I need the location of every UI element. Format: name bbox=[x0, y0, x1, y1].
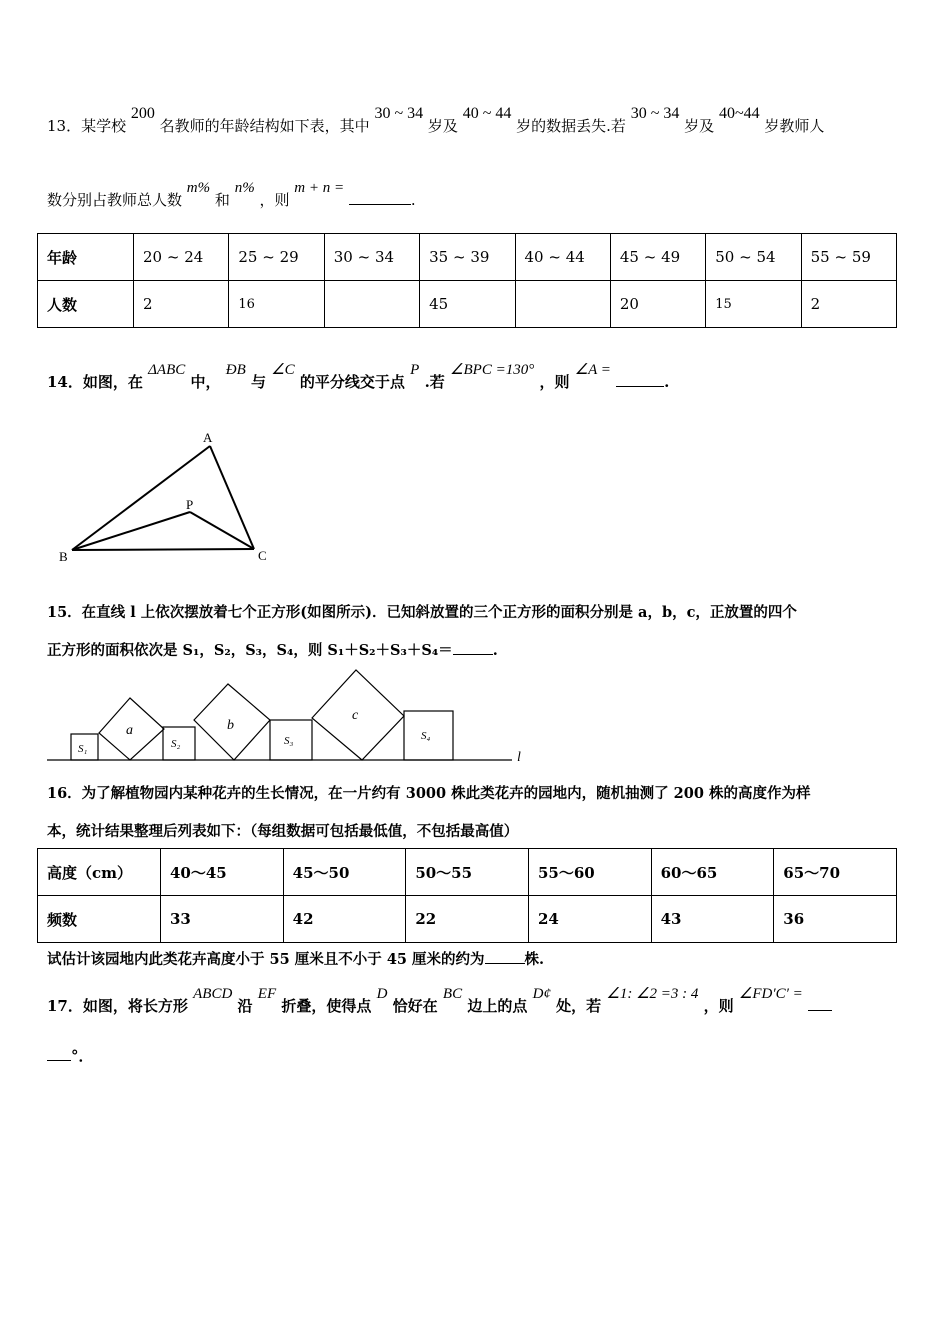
label-p: P bbox=[186, 497, 194, 512]
svg-text:S₃: S₃ bbox=[284, 735, 294, 747]
q16-line2: 本，统计结果整理后列表如下：（每组数据可包括最低值，不包括最高值） bbox=[47, 823, 519, 840]
row-label-count: 人数 bbox=[38, 281, 134, 328]
q17-line2: °． bbox=[47, 1045, 94, 1066]
label-b: B bbox=[59, 549, 68, 564]
svg-text:S₁: S₁ bbox=[78, 743, 88, 755]
q13-line2: 数分别占教师总人数 m% 和 n% ，则 m + n = . bbox=[47, 180, 416, 209]
q16-line3: 试估计该园地内此类花卉高度小于 55 厘米且不小于 45 厘米的约为 株. bbox=[47, 951, 545, 968]
q17-answer-blank-part1 bbox=[808, 996, 832, 1011]
svg-text:b: b bbox=[227, 718, 234, 733]
table-row: 年龄 20 ~ 24 25 ~ 29 30 ~ 34 35 ~ 39 40 ~ 44 45 ~ 49 50 ~ 54 55 ~ 59 bbox=[38, 234, 897, 281]
q17-line1: 17．如图，将长方形 ABCD 沿 EF 折叠，使得点 D 恰好在 BC 边上的点 D¢ 处，若 ∠1: ∠2 =3 : 4 ，则 ∠FD′C′ = bbox=[47, 995, 832, 1016]
table-row: 人数 2 16 45 20 15 2 bbox=[38, 281, 897, 328]
bisector-cp bbox=[190, 512, 254, 549]
q14-line: 14．如图，在 ΔABC 中， ÐB 与 ∠C 的平分线交于点 P .若 ∠BPC =130° ，则 ∠A = . bbox=[47, 362, 670, 391]
q15-line2: 正方形的面积依次是 S₁，S₂，S₃，S₄，则 S₁＋S₂＋S₃＋S₄＝ . bbox=[47, 642, 498, 659]
row-label-age: 年龄 bbox=[38, 234, 134, 281]
svg-text:l: l bbox=[517, 750, 521, 765]
label-c: C bbox=[258, 548, 267, 563]
label-a: A bbox=[203, 430, 213, 445]
q13-line1: 13．某学校 200 名教师的年龄结构如下表，其中 30 ~ 34 岁及 40 ~ 44 岁的数据丢失.若 30 ~ 34 岁及 40~44 岁教师人 bbox=[47, 105, 825, 135]
q13-total: 200 bbox=[130, 105, 155, 122]
side-bc bbox=[72, 549, 254, 550]
row-label-height: 高度（cm） bbox=[38, 849, 161, 896]
q17-answer-blank-part2 bbox=[47, 1046, 71, 1061]
svg-text:S₂: S₂ bbox=[171, 738, 181, 750]
q13-number: 13． bbox=[47, 117, 82, 135]
table-row: 频数 33 42 22 24 43 36 bbox=[38, 896, 897, 943]
table-row: 高度（cm） 40～45 45～50 50～55 55～60 60～65 65～70 bbox=[38, 849, 897, 896]
q16-frequency-table bbox=[37, 848, 897, 943]
q15-squares-figure bbox=[47, 670, 512, 760]
q15-line1: 15．在直线 l 上依次摆放着七个正方形(如图所示)．已知斜放置的三个正方形的面积分别是 a，b，c，正放置的四个 bbox=[47, 604, 797, 621]
svg-text:S₄: S₄ bbox=[421, 730, 431, 742]
svg-text:c: c bbox=[352, 708, 359, 723]
q16-answer-blank bbox=[485, 949, 525, 964]
bisector-bp bbox=[72, 512, 190, 550]
row-label-frequency: 频数 bbox=[38, 896, 161, 943]
q16-line1: 16．为了解植物园内某种花卉的生长情况，在一片约有 3000 株此类花卉的园地内，随机抽测了 200 株的高度作为样 bbox=[47, 785, 811, 802]
svg-text:a: a bbox=[126, 723, 133, 738]
side-ac bbox=[210, 446, 254, 549]
q15-answer-blank bbox=[453, 640, 493, 655]
